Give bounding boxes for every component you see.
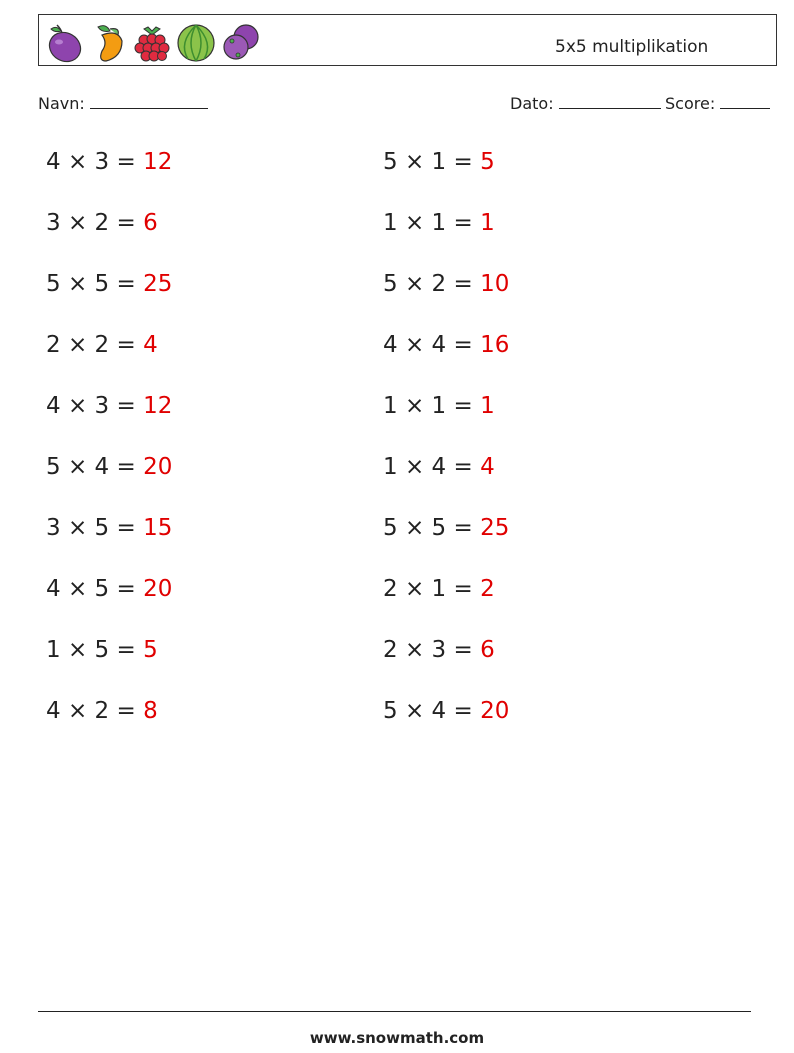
score-field[interactable] bbox=[665, 94, 770, 113]
problem-left-5 bbox=[46, 393, 172, 419]
date-blank[interactable] bbox=[559, 94, 661, 109]
problem-question: 5 × 5 = bbox=[383, 515, 481, 541]
problem-question: 4 × 2 = bbox=[46, 698, 144, 724]
problem-answer: 15 bbox=[143, 515, 173, 541]
problem-left-9 bbox=[46, 637, 158, 663]
problem-left-1 bbox=[46, 149, 172, 175]
worksheet-header bbox=[38, 14, 777, 66]
problem-right-8 bbox=[383, 576, 495, 602]
problem-answer: 25 bbox=[143, 271, 173, 297]
date-label: Dato: bbox=[510, 94, 554, 113]
problem-answer: 20 bbox=[143, 576, 173, 602]
mango-icon bbox=[88, 21, 128, 63]
problem-answer: 4 bbox=[480, 454, 495, 480]
problem-right-9 bbox=[383, 637, 495, 663]
problem-answer: 5 bbox=[480, 149, 495, 175]
problem-left-10 bbox=[46, 698, 158, 724]
problem-answer: 4 bbox=[143, 332, 158, 358]
problem-question: 5 × 4 = bbox=[46, 454, 144, 480]
name-blank[interactable] bbox=[90, 94, 208, 109]
problem-question: 4 × 4 = bbox=[383, 332, 481, 358]
problem-right-3 bbox=[383, 271, 509, 297]
plum-icon bbox=[43, 21, 83, 63]
problem-right-10 bbox=[383, 698, 509, 724]
problem-question: 4 × 3 = bbox=[46, 149, 144, 175]
problem-right-7 bbox=[383, 515, 509, 541]
problem-left-3 bbox=[46, 271, 172, 297]
problem-question: 2 × 3 = bbox=[383, 637, 481, 663]
problem-answer: 20 bbox=[480, 698, 510, 724]
problem-answer: 12 bbox=[143, 149, 173, 175]
score-blank[interactable] bbox=[720, 94, 770, 109]
watermelon-icon bbox=[176, 21, 216, 63]
grapes-icon bbox=[222, 21, 262, 63]
raspberry-icon bbox=[132, 21, 172, 63]
problem-answer: 2 bbox=[480, 576, 495, 602]
problem-answer: 16 bbox=[480, 332, 510, 358]
problem-left-7 bbox=[46, 515, 172, 541]
problem-question: 5 × 1 = bbox=[383, 149, 481, 175]
problem-right-6 bbox=[383, 454, 495, 480]
problem-answer: 10 bbox=[480, 271, 510, 297]
problem-question: 5 × 4 = bbox=[383, 698, 481, 724]
problem-left-6 bbox=[46, 454, 172, 480]
problem-question: 1 × 4 = bbox=[383, 454, 481, 480]
problem-answer: 1 bbox=[480, 393, 495, 419]
problem-right-5 bbox=[383, 393, 495, 419]
footer-site: www.snowmath.com bbox=[309, 1029, 485, 1047]
worksheet-title: 5x5 multiplikation bbox=[555, 37, 709, 57]
score-label: Score: bbox=[665, 94, 716, 113]
problem-left-2 bbox=[46, 210, 158, 236]
problem-right-4 bbox=[383, 332, 509, 358]
problem-question: 4 × 5 = bbox=[46, 576, 144, 602]
problem-answer: 6 bbox=[480, 637, 495, 663]
problem-question: 2 × 1 = bbox=[383, 576, 481, 602]
problem-answer: 5 bbox=[143, 637, 158, 663]
name-label: Navn: bbox=[38, 94, 85, 113]
problem-answer: 1 bbox=[480, 210, 495, 236]
problem-question: 5 × 2 = bbox=[383, 271, 481, 297]
problem-answer: 8 bbox=[143, 698, 158, 724]
problem-question: 4 × 3 = bbox=[46, 393, 144, 419]
problem-question: 1 × 1 = bbox=[383, 393, 481, 419]
problem-left-4 bbox=[46, 332, 158, 358]
problem-answer: 20 bbox=[143, 454, 173, 480]
problem-question: 3 × 5 = bbox=[46, 515, 144, 541]
problem-answer: 12 bbox=[143, 393, 173, 419]
problem-question: 1 × 1 = bbox=[383, 210, 481, 236]
problem-right-1 bbox=[383, 149, 495, 175]
problem-left-8 bbox=[46, 576, 172, 602]
problem-answer: 6 bbox=[143, 210, 158, 236]
name-field[interactable] bbox=[38, 94, 208, 113]
problem-question: 5 × 5 = bbox=[46, 271, 144, 297]
problem-right-2 bbox=[383, 210, 495, 236]
problem-question: 3 × 2 = bbox=[46, 210, 144, 236]
footer-divider bbox=[38, 1011, 751, 1012]
problem-answer: 25 bbox=[480, 515, 510, 541]
problem-question: 2 × 2 = bbox=[46, 332, 144, 358]
problem-question: 1 × 5 = bbox=[46, 637, 144, 663]
date-field[interactable] bbox=[510, 94, 661, 113]
